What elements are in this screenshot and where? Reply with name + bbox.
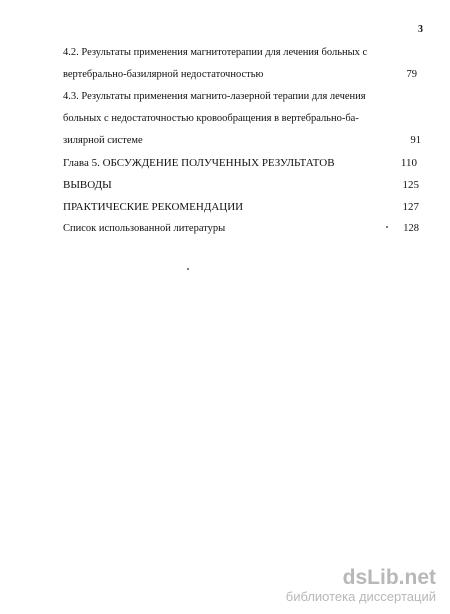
toc-entry-4-3[interactable] (63, 86, 423, 152)
toc-entry-text: ВЫВОДЫ (63, 179, 112, 191)
toc-entry-page: 110 (400, 157, 417, 169)
toc-entry-recommendations[interactable] (63, 196, 423, 218)
toc-entry-page: 128 (403, 223, 419, 234)
toc-entry-chapter-5[interactable] (63, 152, 423, 174)
toc-entry-text: вертебрально-базилярной недостаточностью (63, 69, 264, 80)
watermark (286, 567, 436, 604)
toc-entry-page: 91 (410, 135, 421, 146)
toc-entry-page: 79 (406, 69, 417, 80)
toc-entry-text: 4.3. Результаты применения магнито-лазерной терапии для лечения (63, 91, 366, 102)
toc-entry-text: больных с недостаточностью кровообращения в вертебрально-ба- (63, 113, 359, 124)
toc-entry-text: 4.2. Результаты применения магнитотерапии для лечения больных с (63, 47, 368, 58)
toc-entry-text: ПРАКТИЧЕСКИЕ РЕКОМЕНДАЦИИ (63, 201, 244, 213)
watermark-brand: dsLib.net (342, 566, 436, 589)
toc-entry-text: Список использованной литературы (63, 223, 226, 234)
toc-entry-text: Глава 5. ОБСУЖДЕНИЕ ПОЛУЧЕННЫХ РЕЗУЛЬТАТОВ (63, 157, 335, 169)
scan-speck (386, 226, 388, 228)
toc-entry-4-2[interactable] (63, 42, 423, 86)
toc-entry-text: зилярной системе (63, 135, 143, 146)
page-number: 3 (418, 24, 423, 35)
toc-entry-references[interactable] (63, 218, 423, 240)
toc-entry-page: 127 (402, 201, 419, 213)
watermark-tagline: библиотека диссертаций (285, 589, 436, 604)
table-of-contents (63, 42, 423, 240)
toc-entry-conclusions[interactable] (63, 174, 423, 196)
scan-speck (187, 268, 189, 270)
toc-entry-page: 125 (402, 179, 419, 191)
